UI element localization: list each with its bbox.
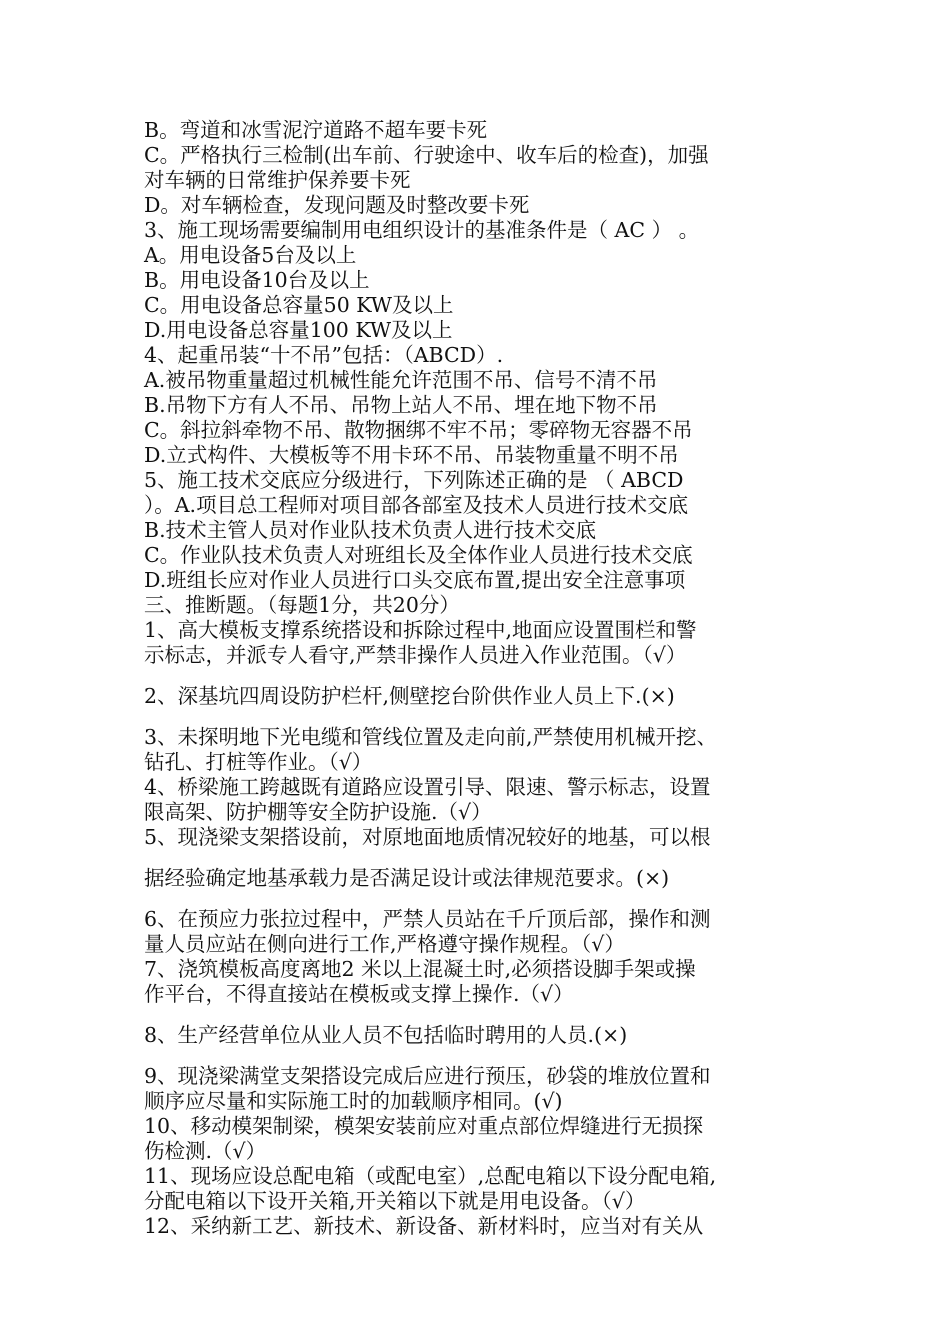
text-line: D。对车辆检查，发现问题及时整改要卡死 xyxy=(144,193,530,217)
document-page xyxy=(144,118,824,1239)
text-line: C。用电设备总容量50 KW及以上 xyxy=(144,293,454,317)
text-line: 伤检测.（√） xyxy=(144,1139,267,1163)
judgment-1: 1、高大模板支撑系统搭设和拆除过程中,地面应设置围栏和警 xyxy=(144,618,697,642)
line-gap xyxy=(144,709,824,725)
text-line: 量人员应站在侧向进行工作,严格遵守操作规程。（√） xyxy=(144,932,625,956)
judgment-7: 7、浇筑模板高度离地2 米以上混凝土时,必须搭设脚手架或操 xyxy=(144,957,696,981)
text-line: D.班组长应对作业人员进行口头交底布置,提出安全注意事项 xyxy=(144,568,686,592)
judgment-10: 10、移动模架制梁，模架安装前应对重点部位焊缝进行无损探 xyxy=(144,1114,704,1138)
judgment-3: 3、未探明地下光电缆和管线位置及走向前,严禁使用机械开挖、 xyxy=(144,725,718,749)
judgment-8: 8、生产经营单位从业人员不包括临时聘用的人员.(×) xyxy=(144,1023,628,1047)
judgment-4: 4、桥梁施工跨越既有道路应设置引导、限速、警示标志，设置 xyxy=(144,775,711,799)
text-line: A。用电设备5台及以上 xyxy=(144,243,357,267)
text-line: B。弯道和冰雪泥泞道路不超车要卡死 xyxy=(144,118,488,142)
judgment-12: 12、采纳新工艺、新技术、新设备、新材料时，应当对有关从 xyxy=(144,1214,704,1238)
text-line: 分配电箱以下设开关箱,开关箱以下就是用电设备。（√） xyxy=(144,1189,646,1213)
line-gap xyxy=(144,1007,824,1023)
text-line: 对车辆的日常维护保养要卡死 xyxy=(144,168,411,192)
judgment-2: 2、深基坑四周设防护栏杆,侧壁挖台阶供作业人员上下.(×) xyxy=(144,684,675,708)
line-gap xyxy=(144,1048,824,1064)
text-line: D.用电设备总容量100 KW及以上 xyxy=(144,318,453,342)
section-heading: 三、推断题。（每题1分，共20分） xyxy=(144,593,460,617)
line-gap xyxy=(144,891,824,907)
text-line: A.被吊物重量超过机械性能允许范围不吊、信号不清不吊 xyxy=(144,368,658,392)
text-line: C。斜拉斜牵物不吊、散物捆绑不牢不吊；零碎物无容器不吊 xyxy=(144,418,693,442)
question-3: 3、施工现场需要编制用电组织设计的基准条件是（ AC ） 。 xyxy=(144,218,700,242)
judgment-6: 6、在预应力张拉过程中，严禁人员站在千斤顶后部，操作和测 xyxy=(144,907,711,931)
text-line: 钻孔、打桩等作业。（√） xyxy=(144,750,373,774)
judgment-5: 5、现浇梁支架搭设前，对原地面地质情况较好的地基，可以根 xyxy=(144,825,711,849)
judgment-11: 11、现场应设总配电箱（或配电室）,总配电箱以下设分配电箱, xyxy=(144,1164,717,1188)
text-line: D.立式构件、大模板等不用卡环不吊、吊装物重量不明不吊 xyxy=(144,443,679,467)
text-line: B。用电设备10台及以上 xyxy=(144,268,370,292)
text-line: 顺序应尽量和实际施工时的加载顺序相同。(√) xyxy=(144,1089,563,1113)
text-line: C。作业队技术负责人对班组长及全体作业人员进行技术交底 xyxy=(144,543,693,567)
text-line: 限高架、防护棚等安全防护设施.（√） xyxy=(144,800,492,824)
question-4: 4、起重吊装“十不吊”包括：（ABCD）. xyxy=(144,343,504,367)
text-line: 作平台，不得直接站在模板或支撑上操作.（√） xyxy=(144,982,574,1006)
text-line: B.吊物下方有人不吊、吊物上站人不吊、埋在地下物不吊 xyxy=(144,393,658,417)
line-gap xyxy=(144,850,824,866)
line-gap xyxy=(144,668,824,684)
judgment-9: 9、现浇梁满堂支架搭设完成后应进行预压，砂袋的堆放位置和 xyxy=(144,1064,711,1088)
text-line: 据经验确定地基承载力是否满足设计或法律规范要求。(×) xyxy=(144,866,670,890)
text-line: B.技术主管人员对作业队技术负责人进行技术交底 xyxy=(144,518,597,542)
text-line: 示标志，并派专人看守,严禁非操作人员进入作业范围。（√） xyxy=(144,643,687,667)
text-line: ）。A.项目总工程师对项目部各部室及技术人员进行技术交底 xyxy=(144,493,689,517)
question-5: 5、施工技术交底应分级进行，下列陈述正确的是 （ ABCD xyxy=(144,468,684,492)
text-line: C。严格执行三检制(出车前、行驶途中、收车后的检查)，加强 xyxy=(144,143,709,167)
